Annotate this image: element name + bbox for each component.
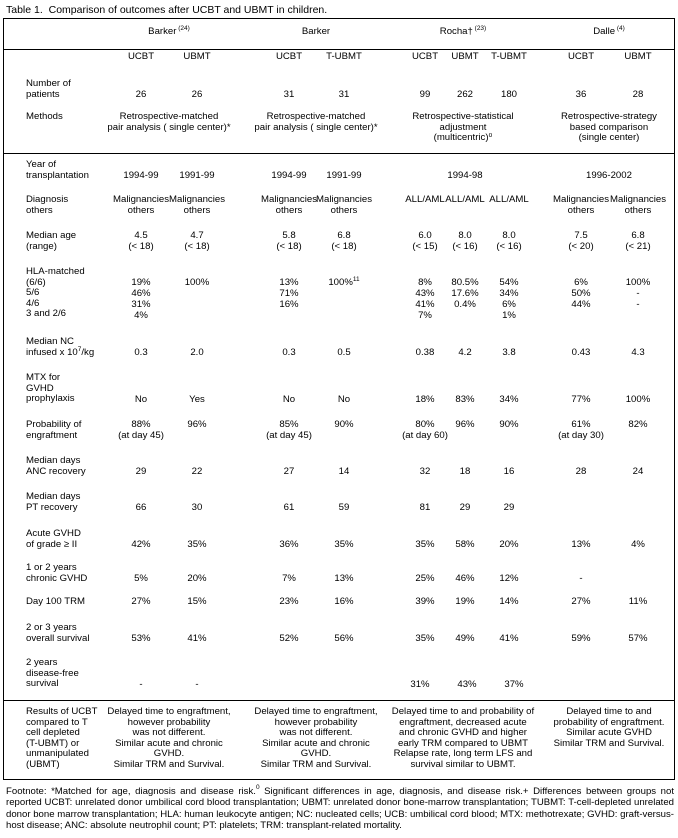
- cell-year: 1991-99: [326, 170, 362, 181]
- cell-diagnosis: ALL/AML: [489, 194, 529, 205]
- cell-os: 53%: [131, 633, 151, 644]
- cell-hla: 50%: [571, 288, 591, 299]
- cell-age: 7.5: [574, 230, 588, 241]
- cell-trm: 27%: [571, 596, 591, 607]
- cell-age: 8.0: [502, 230, 516, 241]
- methods-s1: pair analysis ( single center)*: [107, 121, 231, 133]
- footnote-part1: Footnote: *Matched for age, diagnosis and disease risk.: [6, 786, 256, 797]
- row-label-hla: 4/6: [26, 297, 40, 309]
- methods-s2: pair analysis ( single center)*: [254, 121, 378, 133]
- study-header-s3: Rocha† $^{(23)}$: [439, 25, 487, 37]
- results-s1: Delayed time to engraftment,: [107, 706, 231, 717]
- results-s1: however probability: [127, 716, 211, 728]
- cell-os: 41%: [187, 633, 207, 644]
- cell-mtx: Yes: [189, 394, 205, 405]
- methods-s3: Retrospective-statistical: [412, 111, 514, 122]
- cell-age-range: (< 16): [496, 241, 522, 252]
- cell-trm: 14%: [499, 596, 519, 607]
- column-header: UCBT: [127, 51, 155, 62]
- cell-anc: 14: [338, 466, 350, 477]
- cell-patients: 31: [338, 89, 350, 100]
- cell-anc: 27: [283, 466, 295, 477]
- cell-agvhd: 20%: [499, 539, 519, 550]
- column-header: UBMT: [624, 51, 652, 62]
- cell-age-range: (< 21): [625, 241, 651, 252]
- cell-age: 4.7: [190, 230, 204, 241]
- results-s4: Delayed time to and: [566, 706, 652, 717]
- row-label-results: compared to T: [26, 716, 88, 728]
- results-s2: Similar TRM and Survival.: [260, 759, 372, 770]
- cell-patients: 262: [456, 89, 473, 100]
- cell-os: 35%: [415, 633, 435, 644]
- cell-hla: 19%: [131, 277, 151, 288]
- cell-diagnosis: Malignancies: [610, 194, 666, 205]
- cell-trm: 39%: [415, 596, 435, 607]
- row-label-diagnosis: Diagnosis: [26, 194, 69, 205]
- cell-nc: 0.43: [571, 347, 591, 358]
- cell-pt: 81: [419, 502, 431, 513]
- cell-pt: 66: [135, 502, 147, 513]
- cell-engraft: 82%: [628, 419, 648, 430]
- results-s2: GVHD.: [300, 748, 332, 760]
- cell-trm: 15%: [187, 596, 207, 607]
- cell-year: 1994-99: [271, 170, 307, 181]
- cell-age: 5.8: [282, 230, 296, 241]
- cell-agvhd: 42%: [131, 539, 151, 550]
- cell-os: 41%: [499, 633, 519, 644]
- cell-cgvhd: 20%: [187, 573, 207, 584]
- cell-patients: 28: [632, 89, 644, 100]
- cell-engraft: 96%: [187, 419, 207, 430]
- results-s3: survival similar to UBMT.: [410, 759, 516, 770]
- results-s3: Relapse rate, long term LFS and: [393, 748, 533, 760]
- results-s3: engraftment, decreased acute: [399, 716, 527, 728]
- column-header: UCBT: [567, 51, 595, 62]
- cell-nc: 0.5: [337, 347, 351, 358]
- cell-hla: 100%: [184, 277, 210, 288]
- cell-mtx: 34%: [499, 394, 519, 405]
- cell-os: 52%: [279, 633, 299, 644]
- cell-diagnosis: Malignancies: [553, 194, 609, 205]
- cell-hla: 100%$^{11}$: [328, 276, 360, 288]
- row-label-cgvhd: chronic GVHD: [26, 572, 88, 584]
- row-label-os: overall survival: [26, 632, 90, 644]
- cell-hla: 71%: [279, 288, 299, 299]
- row-label-results: cell depleted: [26, 727, 80, 739]
- results-s3: and chronic GVHD and higher: [399, 727, 527, 739]
- cell-engraft: 90%: [334, 419, 354, 430]
- footnote-sup: 0: [255, 784, 260, 791]
- engraft-note: (at day 45): [118, 430, 164, 441]
- cell-anc: 32: [419, 466, 431, 477]
- cell-age-range: (< 18): [276, 241, 302, 252]
- cell-patients: 31: [283, 89, 295, 100]
- row-label-age: Median age: [26, 230, 77, 241]
- cell-dfs: -: [139, 679, 143, 690]
- row-label-methods: Methods: [26, 111, 63, 122]
- cell-engraft: 85%: [279, 419, 299, 430]
- footnote-part2: Significant differences in age, diagnosis, and disease risk.+ Differences between groups not reported UCBT: unrelated donor umbilical cord blood transplantation; UBMT: unrelated donor bone-marrow transplantation; TUBMT: T-cell-depleted unrelated donor bone marrow transplantation; HLA: human leukocyte antigen; NC: nucleated cells; UCB: umbilical cord blood; MTX: methotrexate; GVHD: graft-versus-host disease; ANC: absolute neutrophil count; PT: platelets; TRM: transplant-related mortality.: [6, 786, 674, 832]
- row-label-results: (T-UBMT) or: [26, 737, 80, 749]
- cell-nc: 2.0: [190, 347, 204, 358]
- methods-s3: (multicentric)⁰: [433, 132, 493, 144]
- cell-trm: 11%: [628, 596, 648, 607]
- cell-cgvhd: -: [579, 573, 583, 584]
- row-label-diagnosis: others: [26, 204, 53, 216]
- results-s2: however probability: [274, 716, 358, 728]
- results-rule: [3, 700, 675, 701]
- results-s4: Similar TRM and Survival.: [553, 737, 665, 749]
- cell-pt: 61: [283, 502, 295, 513]
- row-label-results: (UBMT): [26, 759, 60, 770]
- cell-nc: 0.38: [415, 347, 435, 358]
- methods-s2: Retrospective-matched: [266, 111, 366, 122]
- cell-hla: -: [636, 299, 640, 310]
- cell-diagnosis: ALL/AML: [405, 194, 445, 205]
- cell-nc: 0.3: [282, 347, 296, 358]
- cell-year: 1994-98: [447, 170, 483, 181]
- methods-s3: adjustment: [439, 121, 487, 133]
- row-label-trm: Day 100 TRM: [26, 596, 86, 607]
- row-label-pt: Median days: [26, 491, 81, 502]
- section-rule: [3, 153, 675, 154]
- cell-age: 6.0: [418, 230, 432, 241]
- cell-cgvhd: 5%: [134, 573, 148, 584]
- cell-agvhd: 36%: [279, 539, 299, 550]
- cell-diagnosis: others: [183, 204, 211, 216]
- cell-anc: 22: [191, 466, 203, 477]
- cell-patients: 180: [500, 89, 517, 100]
- cell-hla: 34%: [499, 288, 519, 299]
- cell-year: 1994-99: [123, 170, 159, 181]
- cell-age: 8.0: [458, 230, 472, 241]
- header-rule: [3, 49, 675, 50]
- cell-cgvhd: 46%: [455, 573, 475, 584]
- results-s2: Delayed time to engraftment,: [254, 706, 378, 717]
- cell-hla: 31%: [131, 299, 151, 310]
- caption-title: Comparison of outcomes after UCBT and UBMT in children.: [48, 4, 328, 16]
- cell-cgvhd: 13%: [334, 573, 354, 584]
- cell-diagnosis: others: [127, 204, 155, 216]
- cell-age-range: (< 16): [452, 241, 478, 252]
- cell-diagnosis: Malignancies: [316, 194, 372, 205]
- cell-mtx: 18%: [415, 394, 435, 405]
- cell-diagnosis: others: [567, 204, 595, 216]
- cell-dfs: 43%: [457, 679, 477, 690]
- cell-hla: 80.5%: [451, 277, 479, 288]
- row-label-patients: patients: [26, 88, 60, 100]
- study-ref: (4): [615, 25, 625, 32]
- cell-patients: 99: [419, 89, 431, 100]
- study-header-s1: Barker $^{(24)}$: [148, 25, 190, 37]
- row-label-mtx: prophylaxis: [26, 393, 75, 405]
- row-label-patients: Number of: [26, 78, 71, 89]
- cell-hla: 54%: [499, 277, 519, 288]
- results-s4: probability of engraftment.: [553, 716, 665, 728]
- cell-anc: 29: [135, 466, 147, 477]
- cell-os: 56%: [334, 633, 354, 644]
- results-s3: Delayed time to and probability of: [391, 706, 535, 717]
- cell-diagnosis: ALL/AML: [445, 194, 485, 205]
- cell-hla: 41%: [415, 299, 435, 310]
- cell-engraft: 90%: [499, 419, 519, 430]
- methods-s1: Retrospective-matched: [119, 111, 219, 122]
- cell-hla: 100%: [625, 277, 651, 288]
- study-ref: (24): [176, 25, 190, 32]
- row-label-hla: HLA-matched: [26, 266, 85, 277]
- results-s2: Similar acute and chronic: [262, 737, 370, 749]
- results-s1: was not different.: [132, 727, 206, 739]
- column-header: T-UBMT: [326, 51, 362, 62]
- row-label-age: (range): [26, 240, 57, 252]
- results-s2: was not different.: [279, 727, 353, 739]
- row-label-anc: Median days: [26, 455, 81, 466]
- results-s1: GVHD.: [153, 748, 185, 760]
- engraft-note: (at day 45): [266, 430, 312, 441]
- row-label-engraft: Probability of: [26, 419, 82, 430]
- cell-hla: 1%: [502, 310, 516, 321]
- cell-trm: 16%: [334, 596, 354, 607]
- footnote: [6, 786, 674, 832]
- column-header: T-UBMT: [491, 51, 527, 62]
- cell-hla: 44%: [571, 299, 591, 310]
- results-s1: Similar acute and chronic: [115, 737, 223, 749]
- cell-anc: 16: [503, 466, 515, 477]
- cell-engraft: 80%: [415, 419, 435, 430]
- cell-nc: 4.2: [458, 347, 472, 358]
- row-label-year: transplantation: [26, 169, 89, 181]
- column-header: UBMT: [451, 51, 479, 62]
- cell-cgvhd: 7%: [282, 573, 296, 584]
- cell-pt: 29: [459, 502, 471, 513]
- cell-agvhd: 58%: [455, 539, 475, 550]
- row-label-dfs: 2 years: [26, 657, 58, 668]
- cell-hla: 6%: [574, 277, 588, 288]
- cell-mtx: No: [282, 394, 296, 405]
- cell-anc: 24: [632, 466, 644, 477]
- cell-trm: 19%: [455, 596, 475, 607]
- cell-diagnosis: Malignancies: [169, 194, 225, 205]
- cell-age: 6.8: [631, 230, 645, 241]
- cell-hla: 0.4%: [454, 299, 476, 310]
- results-s1: Similar TRM and Survival.: [113, 759, 225, 770]
- cell-nc: 3.8: [502, 347, 516, 358]
- cell-hla: 46%: [131, 288, 151, 299]
- cell-diagnosis: others: [624, 204, 652, 216]
- engraft-note: (at day 60): [402, 430, 448, 441]
- cell-hla: 4%: [134, 310, 148, 321]
- cell-age-range: (< 15): [412, 241, 438, 252]
- results-s3: early TRM compared to UBMT: [398, 737, 528, 749]
- cell-agvhd: 35%: [187, 539, 207, 550]
- cell-mtx: No: [134, 394, 148, 405]
- cell-anc: 18: [459, 466, 471, 477]
- table-caption: [6, 4, 327, 16]
- row-label-hla: 5/6: [26, 287, 40, 299]
- row-label-mtx: MTX for: [26, 372, 61, 383]
- cell-age: 6.8: [337, 230, 351, 241]
- cell-diagnosis: others: [330, 204, 358, 216]
- row-label-mtx: GVHD: [26, 382, 54, 394]
- caption-label: Table 1.: [6, 4, 43, 16]
- cell-os: 57%: [628, 633, 648, 644]
- cell-agvhd: 35%: [334, 539, 354, 550]
- methods-s4: based comparison: [569, 121, 649, 133]
- row-label-cgvhd: 1 or 2 years: [26, 562, 77, 573]
- cell-engraft: 88%: [131, 419, 151, 430]
- cell-patients: 26: [135, 89, 147, 100]
- cell-hla: 7%: [418, 310, 432, 321]
- engraft-note: (at day 30): [558, 430, 604, 441]
- cell-dfs: -: [195, 679, 199, 690]
- cell-engraft: 96%: [455, 419, 475, 430]
- nc-sup: 7: [77, 346, 82, 353]
- cell-anc: 28: [575, 466, 587, 477]
- row-label-results: unmanipulated: [26, 748, 89, 760]
- cell-diagnosis: others: [275, 204, 303, 216]
- cell-age-range: (< 18): [128, 241, 154, 252]
- cell-agvhd: 4%: [631, 539, 645, 550]
- cell-mtx: 77%: [571, 394, 591, 405]
- cell-agvhd: 13%: [571, 539, 591, 550]
- column-header: UCBT: [275, 51, 303, 62]
- row-label-agvhd: Acute GVHD: [26, 528, 81, 539]
- cell-diagnosis: Malignancies: [261, 194, 317, 205]
- cell-pt: 59: [338, 502, 350, 513]
- row-label-results: Results of UCBT: [26, 706, 98, 717]
- cell-hla: 43%: [415, 288, 435, 299]
- methods-s4: Retrospective-strategy: [561, 111, 657, 122]
- cell-dfs: 37%: [504, 679, 524, 690]
- row-label-hla: (6/6): [26, 276, 46, 288]
- cell-trm: 27%: [131, 596, 151, 607]
- cell-agvhd: 35%: [415, 539, 435, 550]
- cell-mtx: 83%: [455, 394, 475, 405]
- row-label-pt: PT recovery: [26, 501, 78, 513]
- row-label-os: 2 or 3 years: [26, 622, 77, 633]
- column-header: UBMT: [183, 51, 211, 62]
- study-header-s2: Barker: [301, 26, 331, 37]
- cell-os: 49%: [455, 633, 475, 644]
- row-label-anc: ANC recovery: [26, 465, 86, 477]
- row-label-nc: infused x $10^7/kg$: [26, 346, 95, 358]
- cell-pt: 29: [503, 502, 515, 513]
- cell-hla: 17.6%: [451, 288, 479, 299]
- cell-os: 59%: [571, 633, 591, 644]
- study-header-s4: Dalle $^{(4)}$: [593, 25, 625, 37]
- cell-age: 4.5: [134, 230, 148, 241]
- cell-hla: 6%: [502, 299, 516, 310]
- results-s4: Similar acute GVHD: [566, 727, 652, 739]
- cell-trm: 23%: [279, 596, 299, 607]
- cell-nc: 0.3: [134, 347, 148, 358]
- row-label-dfs: disease-free: [26, 667, 79, 679]
- row-label-hla: 3 and 2/6: [26, 308, 67, 320]
- row-label-engraft: engraftment: [26, 429, 78, 441]
- cell-hla: 13%: [279, 277, 299, 288]
- row-label-year: Year of: [26, 159, 57, 170]
- cell-mtx: No: [337, 394, 351, 405]
- cell-age-range: (< 18): [331, 241, 357, 252]
- cell-dfs: 31%: [410, 679, 430, 690]
- cell-cgvhd: 25%: [415, 573, 435, 584]
- cell-hla: 16%: [279, 299, 299, 310]
- cell-diagnosis: Malignancies: [113, 194, 169, 205]
- cell-patients: 36: [575, 89, 587, 100]
- cell-age-range: (< 18): [184, 241, 210, 252]
- cell-pt: 30: [191, 502, 203, 513]
- cell-engraft: 61%: [571, 419, 591, 430]
- cell-patients: 26: [191, 89, 203, 100]
- cell-year: 1991-99: [179, 170, 215, 181]
- cell-age-range: (< 20): [568, 241, 594, 252]
- row-label-dfs: survival: [26, 678, 59, 690]
- study-ref: (23): [472, 25, 487, 32]
- methods-s4: (single center): [578, 132, 640, 144]
- row-label-agvhd: of grade ≥ II: [26, 538, 78, 550]
- hla-sup: 11: [352, 276, 360, 283]
- cell-nc: 4.3: [631, 347, 645, 358]
- cell-hla: -: [636, 288, 640, 299]
- cell-hla: 8%: [418, 277, 432, 288]
- row-label-nc: Median NC: [26, 336, 74, 347]
- column-header: UCBT: [411, 51, 439, 62]
- cell-cgvhd: 12%: [499, 573, 519, 584]
- cell-year: 1996-2002: [586, 170, 632, 181]
- cell-mtx: 100%: [625, 394, 651, 405]
